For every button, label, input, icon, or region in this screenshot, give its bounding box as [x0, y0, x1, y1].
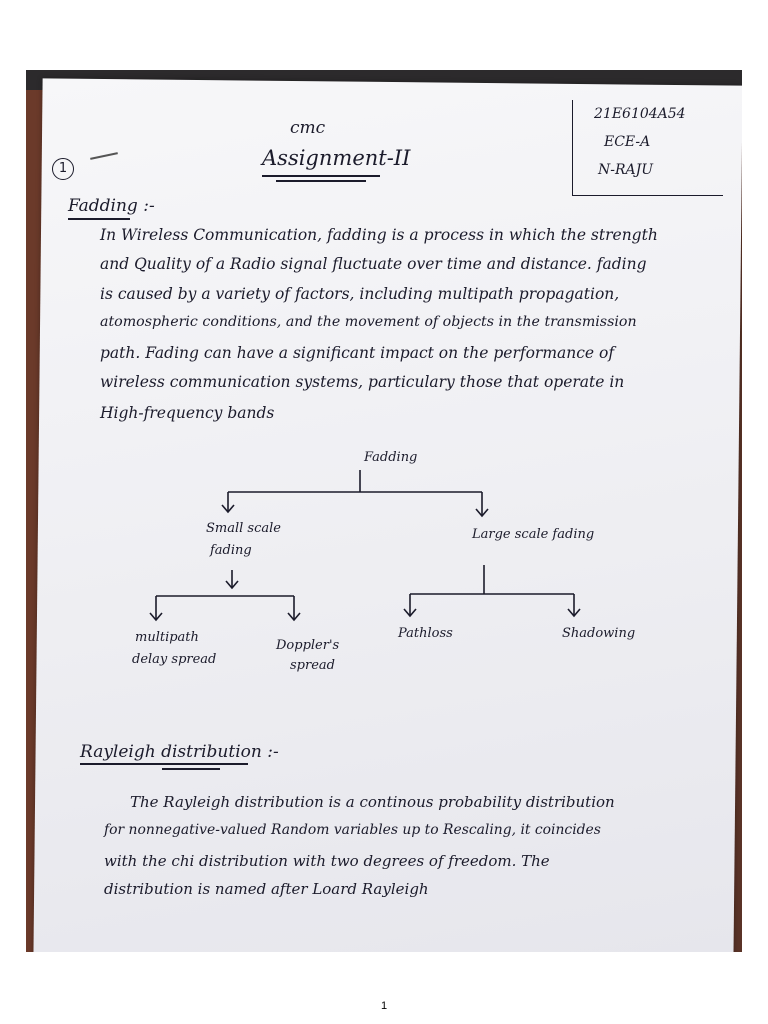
assignment-title: Assignment-II: [262, 146, 411, 170]
node-large-scale: Large scale fading: [472, 527, 595, 542]
fading-line-1: In Wireless Communication, fadding is a process in which the strength: [100, 226, 658, 244]
page-number: 1: [380, 1000, 388, 1012]
node-multipath: multipath: [135, 630, 199, 645]
rayleigh-line-1: The Rayleigh distribution is a continous probability distribution: [130, 793, 615, 811]
rayleigh-heading-underline: [80, 763, 248, 765]
fading-line-5: path. Fading can have a significant impact on the performance of: [100, 344, 615, 362]
fading-line-7: High-frequency bands: [100, 404, 275, 422]
student-name: N-RAJU: [598, 162, 654, 178]
fading-line-2: and Quality of a Radio signal fluctuate over time and distance. fading: [100, 255, 647, 273]
node-small-scale: Small scale: [206, 521, 281, 536]
fading-line-6: wireless communication systems, particulary those that operate in: [100, 373, 625, 391]
node-delay-spread: delay spread: [132, 652, 217, 667]
rayleigh-line-2: for nonnegative-valued Random variables up to Rescaling, it coincides: [104, 822, 601, 838]
rayleigh-heading: Rayleigh distribution :-: [80, 742, 279, 762]
question-number: 1: [52, 158, 74, 180]
node-pathloss: Pathloss: [398, 626, 453, 641]
node-fadding: Fadding: [364, 450, 418, 465]
section: ECE-A: [604, 134, 651, 150]
node-shadowing: Shadowing: [562, 626, 636, 641]
course-code: cmc: [290, 118, 326, 138]
node-doppler-spread: spread: [290, 658, 335, 673]
fading-line-4: atomospheric conditions, and the movement of objects in the transmission: [100, 314, 637, 330]
node-dopplers: Doppler's: [276, 638, 340, 653]
fading-heading: Fadding :-: [68, 196, 155, 216]
node-small-scale-fading: fading: [210, 543, 252, 558]
rayleigh-line-4: distribution is named after Loard Rayleigh: [104, 880, 429, 898]
rayleigh-heading-underline-second: [162, 768, 220, 770]
rayleigh-line-3: with the chi distribution with two degrees of freedom. The: [104, 852, 550, 870]
roll-number: 21E6104A54: [594, 106, 686, 122]
fading-line-3: is caused by a variety of factors, including multipath propagation,: [100, 285, 620, 303]
